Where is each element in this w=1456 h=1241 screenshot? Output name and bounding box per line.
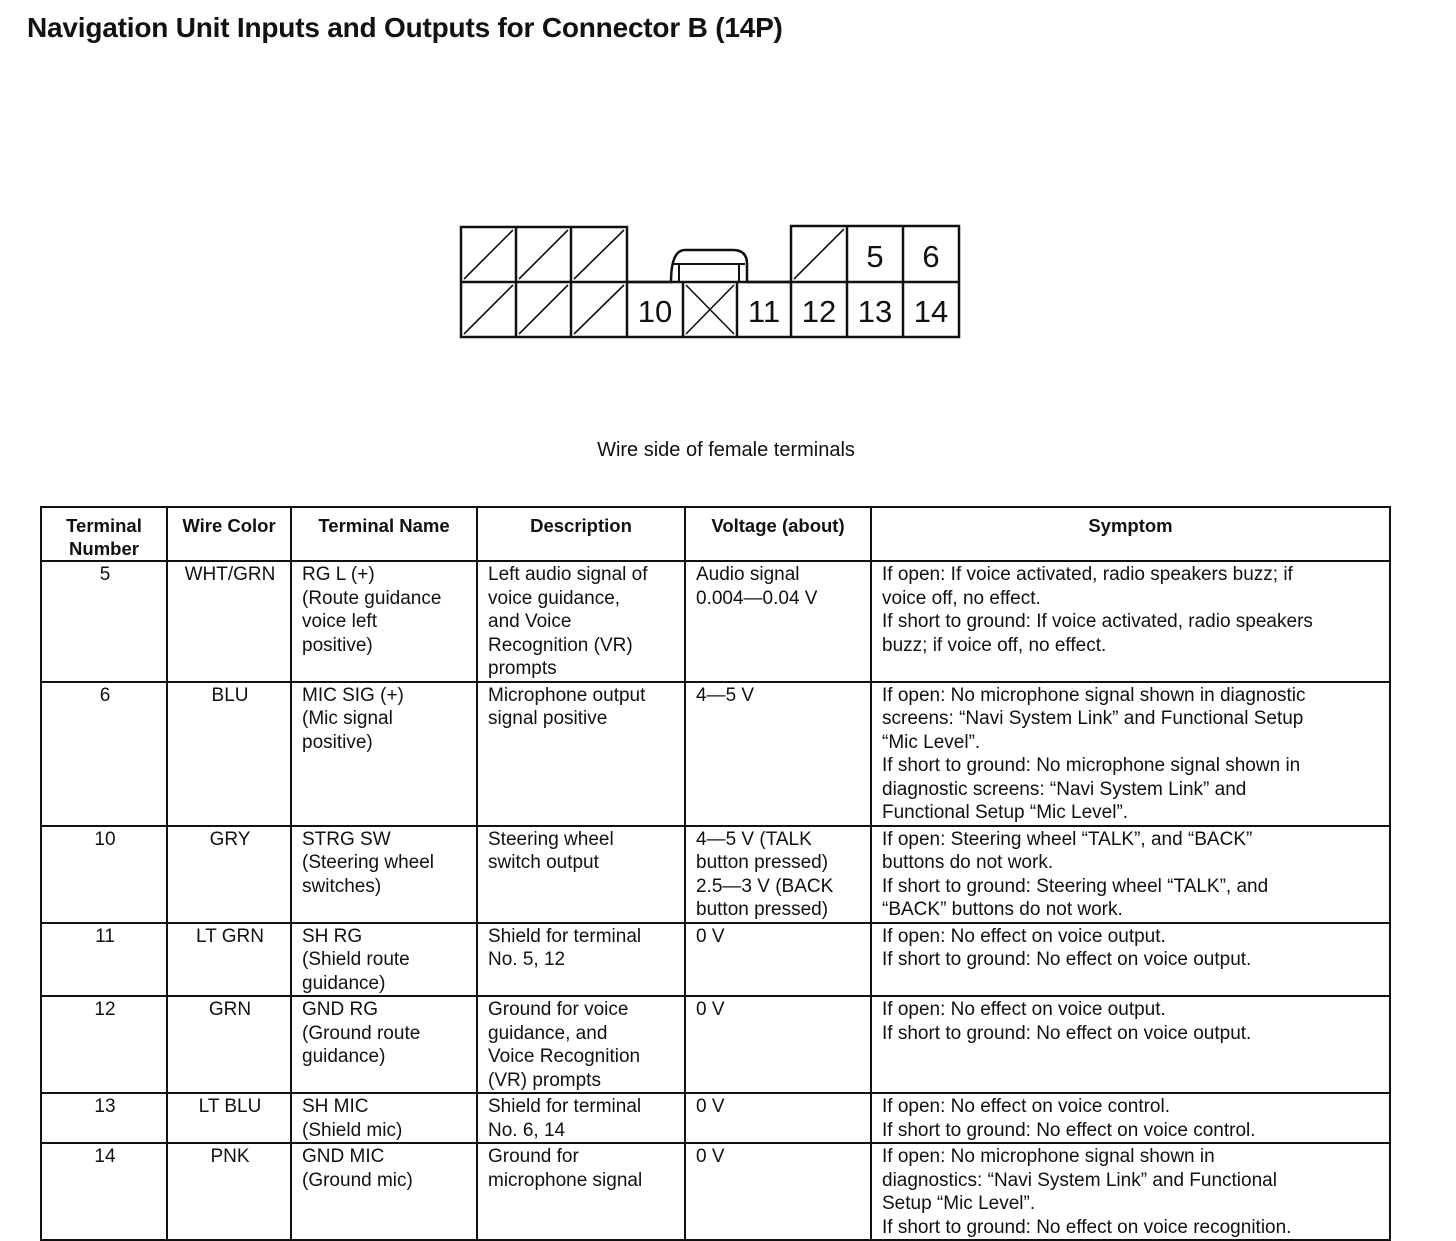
description-cell — [477, 682, 685, 826]
description-cell-line: Shield for terminal — [488, 1096, 642, 1117]
voltage-cell-line: 4—5 V — [696, 684, 755, 706]
header-symptom: Symptom — [871, 507, 1390, 561]
table-row — [41, 561, 1390, 682]
voltage-cell-line: button pressed) — [696, 852, 829, 873]
symptom-cell — [871, 996, 1390, 1093]
symptom-cell-line: If short to ground: No effect on voice output. — [882, 949, 1252, 970]
wire-color-cell: GRY — [167, 826, 291, 923]
wire-color-cell: BLU — [167, 682, 291, 826]
table-row — [41, 826, 1390, 923]
voltage-cell — [685, 561, 871, 682]
pin-label-6: 6 — [922, 239, 940, 274]
terminal-name-cell-line: (Ground route — [302, 1022, 421, 1044]
diagram-caption — [0, 439, 1456, 462]
symptom-cell-line: If short to ground: Steering wheel “TALK”, and — [882, 875, 1269, 897]
terminal-name-cell-line: guidance) — [302, 1046, 386, 1067]
table-row — [41, 923, 1390, 997]
pin-label-5: 5 — [866, 239, 884, 274]
symptom-cell-line: diagnostic screens: “Navi System Link” and — [882, 778, 1247, 800]
table-row — [41, 682, 1390, 826]
symptom-cell — [871, 561, 1390, 682]
voltage-cell-line: Audio signal — [696, 564, 800, 585]
wire-color-cell: LT GRN — [167, 923, 291, 997]
terminal-name-cell-line: positive) — [302, 634, 373, 656]
voltage-cell-line: 0.004—0.04 V — [696, 587, 818, 609]
symptom-cell-line: screens: “Navi System Link” and Functional Setup — [882, 708, 1304, 729]
wire-color-cell: WHT/GRN — [167, 561, 291, 682]
symptom-cell — [871, 1093, 1390, 1143]
header-description: Description — [477, 507, 685, 561]
description-cell-line: and Voice — [488, 611, 572, 632]
table-row — [41, 1143, 1390, 1240]
symptom-cell-line: If short to ground: No effect on voice output. — [882, 1022, 1252, 1044]
terminal-name-cell-line: (Shield route — [302, 949, 410, 970]
header-terminal-number-text: Terminal Number — [66, 515, 142, 559]
header-voltage: Voltage (about) — [685, 507, 871, 561]
description-cell — [477, 1143, 685, 1240]
terminal-name-cell — [291, 1093, 477, 1143]
pin-label-14: 14 — [913, 294, 949, 329]
connector-diagram — [459, 224, 963, 342]
terminal-name-cell-line: (Steering wheel — [302, 852, 435, 873]
symptom-cell — [871, 1143, 1390, 1240]
terminal-number-cell: 13 — [41, 1093, 167, 1143]
terminal-name-cell — [291, 1143, 477, 1240]
symptom-cell-line: buttons do not work. — [882, 852, 1054, 873]
description-cell — [477, 561, 685, 682]
symptom-cell — [871, 923, 1390, 997]
description-cell-line: prompts — [488, 658, 557, 679]
header-terminal-name: Terminal Name — [291, 507, 477, 561]
terminal-number-cell: 5 — [41, 561, 167, 682]
page-title: Navigation Unit Inputs and Outputs for Connector B (14P) — [27, 12, 783, 43]
terminal-name-cell-line: (Mic signal — [302, 708, 393, 729]
symptom-cell-line: “Mic Level”. — [882, 731, 981, 753]
pin-label-11: 11 — [747, 294, 781, 329]
wire-color-cell: LT BLU — [167, 1093, 291, 1143]
terminal-name-cell-line: SH MIC — [302, 1096, 369, 1117]
terminal-number-cell: 11 — [41, 923, 167, 997]
pin-label-13: 13 — [857, 294, 893, 329]
terminal-name-cell — [291, 826, 477, 923]
terminal-name-cell-line: positive) — [302, 731, 373, 753]
terminal-table — [40, 506, 1391, 1241]
table-header-row — [41, 507, 1390, 561]
description-cell-line: Shield for terminal — [488, 925, 642, 947]
terminal-number-cell: 6 — [41, 682, 167, 826]
pin-label-12: 12 — [801, 294, 837, 329]
voltage-cell-line: 0 V — [696, 999, 725, 1020]
pin-label-10: 10 — [637, 294, 673, 329]
symptom-cell-line: buzz; if voice off, no effect. — [882, 634, 1107, 656]
symptom-cell-line: diagnostics: “Navi System Link” and Functional — [882, 1169, 1277, 1191]
description-cell-line: microphone signal — [488, 1169, 643, 1191]
voltage-cell — [685, 1093, 871, 1143]
terminal-name-cell-line: (Shield mic) — [302, 1119, 403, 1141]
description-cell — [477, 996, 685, 1093]
terminal-name-cell — [291, 561, 477, 682]
symptom-cell-line: If open: No microphone signal shown in diagnostic — [882, 684, 1306, 706]
table-body — [41, 561, 1390, 1240]
description-cell-line: Recognition (VR) — [488, 634, 633, 656]
terminal-number-cell: 14 — [41, 1143, 167, 1240]
terminal-name-cell — [291, 923, 477, 997]
symptom-cell-line: If short to ground: No microphone signal shown in — [882, 755, 1301, 776]
wire-color-cell: GRN — [167, 996, 291, 1093]
voltage-cell — [685, 923, 871, 997]
description-cell-line: No. 5, 12 — [488, 949, 566, 970]
terminal-number-cell: 12 — [41, 996, 167, 1093]
symptom-cell-line: If short to ground: No effect on voice recognition. — [882, 1216, 1292, 1238]
terminal-number-cell: 10 — [41, 826, 167, 923]
voltage-cell-line: button pressed) — [696, 899, 829, 920]
voltage-cell — [685, 682, 871, 826]
terminal-name-cell-line: SH RG — [302, 925, 363, 947]
symptom-cell-line: If open: No effect on voice output. — [882, 925, 1166, 947]
terminal-name-cell-line: GND RG — [302, 999, 378, 1020]
terminal-name-cell-line: RG L (+) — [302, 564, 375, 585]
description-cell-line: (VR) prompts — [488, 1069, 601, 1091]
voltage-cell-line: 0 V — [696, 925, 725, 947]
symptom-cell-line: voice off, no effect. — [882, 587, 1041, 609]
description-cell-line: Ground for — [488, 1146, 579, 1167]
symptom-cell-line: If open: No effect on voice output. — [882, 999, 1166, 1020]
description-cell-line: switch output — [488, 852, 599, 873]
terminal-name-cell — [291, 682, 477, 826]
header-wire-color: Wire Color — [167, 507, 291, 561]
symptom-cell-line: If open: If voice activated, radio speakers buzz; if — [882, 564, 1293, 585]
symptom-cell-line: If open: No effect on voice control. — [882, 1096, 1170, 1117]
terminal-name-cell-line: STRG SW — [302, 828, 391, 850]
description-cell-line: Ground for voice — [488, 999, 629, 1020]
symptom-cell-line: Setup “Mic Level”. — [882, 1193, 1036, 1214]
description-cell-line: Steering wheel — [488, 828, 614, 850]
terminal-name-cell-line: MIC SIG (+) — [302, 684, 404, 706]
diagram-caption-text: Wire side of female terminals — [597, 439, 855, 461]
description-cell-line: signal positive — [488, 708, 608, 729]
symptom-cell-line: If short to ground: If voice activated, radio speakers — [882, 611, 1313, 632]
table-row — [41, 996, 1390, 1093]
description-cell-line: guidance, and — [488, 1022, 608, 1044]
voltage-cell — [685, 996, 871, 1093]
terminal-name-cell-line: GND MIC — [302, 1146, 385, 1167]
description-cell — [477, 1093, 685, 1143]
voltage-cell-line: 0 V — [696, 1146, 725, 1167]
voltage-cell — [685, 826, 871, 923]
terminal-name-cell — [291, 996, 477, 1093]
description-cell-line: voice guidance, — [488, 587, 621, 609]
description-cell-line: Voice Recognition — [488, 1046, 641, 1067]
terminal-name-cell-line: (Ground mic) — [302, 1169, 413, 1191]
symptom-cell — [871, 826, 1390, 923]
description-cell-line: Microphone output — [488, 684, 646, 706]
voltage-cell — [685, 1143, 871, 1240]
voltage-cell-line: 4—5 V (TALK — [696, 828, 812, 850]
terminal-name-cell-line: (Route guidance — [302, 587, 442, 609]
voltage-cell-line: 0 V — [696, 1096, 725, 1117]
table-row — [41, 1093, 1390, 1143]
symptom-cell — [871, 682, 1390, 826]
terminal-name-cell-line: switches) — [302, 875, 382, 897]
terminal-name-cell-line: guidance) — [302, 972, 386, 994]
description-cell-line: Left audio signal of — [488, 564, 648, 585]
voltage-cell-line: 2.5—3 V (BACK — [696, 875, 834, 897]
symptom-cell-line: If short to ground: No effect on voice control. — [882, 1119, 1256, 1141]
symptom-cell-line: If open: No microphone signal shown in — [882, 1146, 1215, 1167]
terminal-name-cell-line: voice left — [302, 611, 377, 632]
description-cell — [477, 923, 685, 997]
symptom-cell-line: “BACK” buttons do not work. — [882, 899, 1123, 920]
description-cell-line: No. 6, 14 — [488, 1119, 566, 1141]
header-terminal-number — [41, 507, 167, 561]
symptom-cell-line: Functional Setup “Mic Level”. — [882, 802, 1129, 823]
symptom-cell-line: If open: Steering wheel “TALK”, and “BACK” — [882, 828, 1253, 850]
description-cell — [477, 826, 685, 923]
wire-color-cell: PNK — [167, 1143, 291, 1240]
